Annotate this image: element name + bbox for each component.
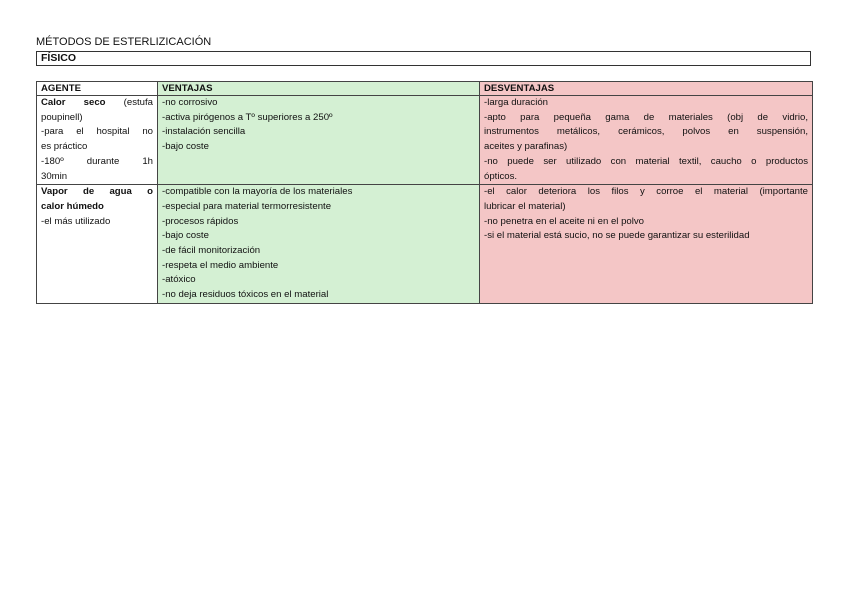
ventajas-cell xyxy=(158,185,480,304)
list-item: -instalación sencilla xyxy=(162,126,246,138)
list-item: -el calor deteriora los filos y corroe el material (importante xyxy=(484,186,808,198)
agente-name: Calor seco xyxy=(41,97,106,108)
agente-line: -el más utilizado xyxy=(41,215,111,227)
header-ventajas: VENTAJAS xyxy=(158,82,480,96)
ventajas-cell xyxy=(158,96,480,185)
list-item: -apto para pequeña gama de materiales (obj de vidrio, xyxy=(484,111,808,123)
agente-line: Calor seco (estufa xyxy=(41,97,153,108)
table-row xyxy=(37,185,813,304)
list-item: -no puede ser utilizado con material textil, caucho o productos xyxy=(484,155,808,167)
list-item: -si el material está sucio, no se puede garantizar su esterilidad xyxy=(484,230,750,242)
list-item: -bajo coste xyxy=(162,141,209,153)
list-item: ópticos. xyxy=(484,170,518,182)
section-heading: FÍSICO xyxy=(36,51,811,66)
desventajas-cell xyxy=(480,185,813,304)
list-item: instrumentos metálicos, cerámicos, polvos en suspensión, xyxy=(484,126,808,138)
document-title: MÉTODOS DE ESTERLIZICACIÓN xyxy=(36,36,212,48)
table-header-row xyxy=(37,82,813,96)
table-row xyxy=(37,96,813,185)
list-item: -bajo coste xyxy=(162,230,209,242)
list-item: -activa pirógenos a Tº superiores a 250º xyxy=(162,111,333,123)
list-item: -no penetra en el aceite ni en el polvo xyxy=(484,215,645,227)
list-item: -larga duración xyxy=(484,97,548,108)
desventajas-cell xyxy=(480,96,813,185)
list-item: -respeta el medio ambiente xyxy=(162,259,279,271)
list-item: -compatible con la mayoría de los materiales xyxy=(162,186,353,198)
list-item: aceites y parafinas) xyxy=(484,141,568,153)
agente-line: -180º durante 1h xyxy=(41,155,153,167)
agente-name: calor húmedo xyxy=(41,200,104,212)
sterilization-table xyxy=(36,81,813,304)
agente-line: es práctico xyxy=(41,141,88,153)
list-item: lubricar el material) xyxy=(484,200,566,212)
agente-line: -para el hospital no xyxy=(41,126,153,138)
list-item: -no corrosivo xyxy=(162,97,218,108)
list-item: -procesos rápidos xyxy=(162,215,239,227)
header-desventajas: DESVENTAJAS xyxy=(480,82,813,96)
list-item: -no deja residuos tóxicos en el material xyxy=(162,289,329,301)
agente-cell xyxy=(37,96,158,185)
agente-line: poupinell) xyxy=(41,111,83,123)
list-item: -de fácil monitorización xyxy=(162,245,261,257)
agente-line: 30min xyxy=(41,170,68,182)
agente-name: Vapor de agua o xyxy=(41,186,153,198)
header-agente: AGENTE xyxy=(37,82,158,96)
list-item: -especial para material termorresistente xyxy=(162,200,332,212)
agente-cell xyxy=(37,185,158,304)
list-item: -atóxico xyxy=(162,274,196,286)
